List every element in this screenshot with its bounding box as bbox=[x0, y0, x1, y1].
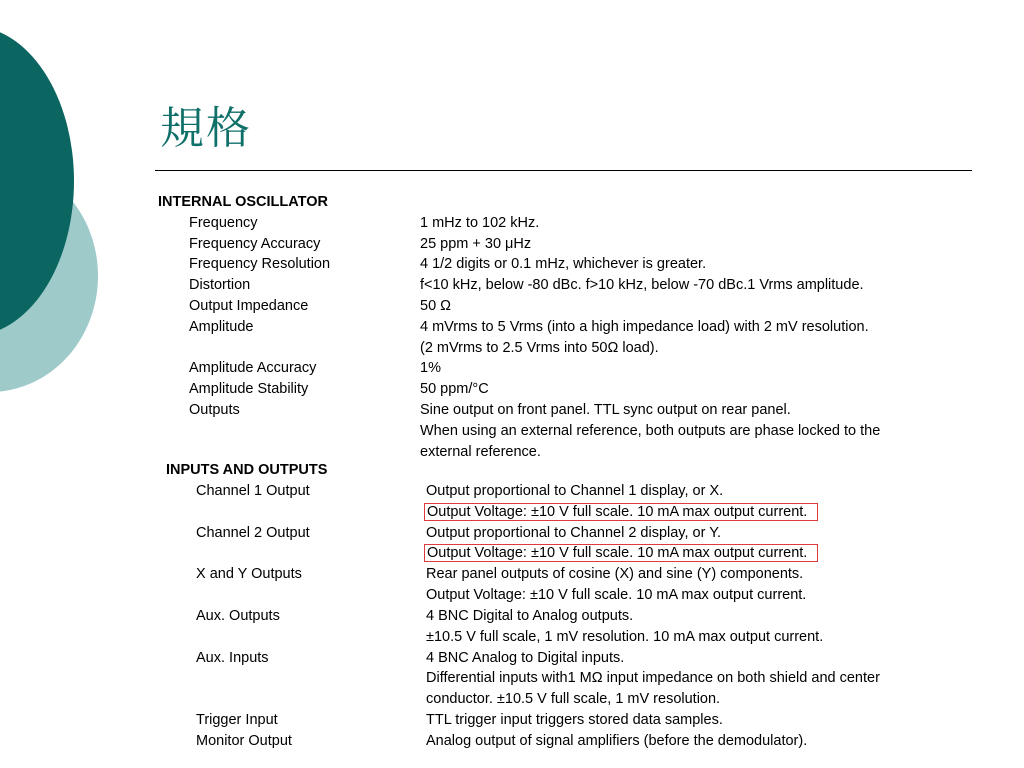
spec-row bbox=[166, 648, 880, 710]
spec-value-line: Output Voltage: ±10 V full scale. 10 mA max output current. bbox=[426, 587, 807, 604]
spec-label: Frequency Accuracy bbox=[189, 235, 321, 252]
spec-label: Aux. Outputs bbox=[196, 607, 280, 624]
spec-row bbox=[166, 523, 880, 565]
spec-row bbox=[166, 710, 880, 731]
spec-value-line: ±10.5 V full scale, 1 mV resolution. 10 mA max output current. bbox=[426, 628, 824, 645]
spec-value-line: Analog output of signal amplifiers (before the demodulator). bbox=[426, 732, 808, 749]
spec-value-line: Differential inputs with1 MΩ input impedance on both shield and center bbox=[426, 670, 880, 687]
spec-value-line: Output proportional to Channel 2 display, or Y. bbox=[426, 524, 722, 541]
spec-value-line: Rear panel outputs of cosine (X) and sine (Y) components. bbox=[426, 566, 804, 583]
spec-label: Outputs bbox=[189, 401, 240, 418]
spec-value-line: 4 BNC Digital to Analog outputs. bbox=[426, 607, 634, 624]
spec-values bbox=[426, 564, 880, 606]
spec-value-line: When using an external reference, both outputs are phase locked to the bbox=[420, 422, 881, 439]
spec-values bbox=[420, 379, 880, 400]
spec-value-line: (2 mVrms to 2.5 Vrms into 50Ω load). bbox=[420, 339, 659, 356]
spec-label: Frequency bbox=[189, 214, 258, 231]
spec-row bbox=[158, 254, 880, 275]
spec-value-line: Output proportional to Channel 1 display, or X. bbox=[426, 482, 724, 499]
spec-value-line: 50 Ω bbox=[420, 297, 451, 314]
spec-values bbox=[426, 731, 880, 752]
spec-row bbox=[158, 400, 880, 462]
spec-label: Trigger Input bbox=[196, 711, 278, 728]
spec-value-line: Sine output on front panel. TTL sync output on rear panel. bbox=[420, 401, 791, 418]
spec-label: Distortion bbox=[189, 277, 251, 294]
spec-label: X and Y Outputs bbox=[196, 566, 302, 583]
spec-value-line: 25 ppm + 30 μHz bbox=[420, 235, 532, 252]
spec-values bbox=[426, 481, 880, 523]
title-divider bbox=[155, 170, 972, 171]
spec-label: Amplitude bbox=[189, 318, 254, 335]
spec-value-line: external reference. bbox=[420, 443, 541, 460]
spec-values bbox=[420, 234, 880, 255]
section-heading: INTERNAL OSCILLATOR bbox=[158, 194, 328, 210]
spec-values bbox=[426, 710, 880, 731]
highlighted-spec: Output Voltage: ±10 V full scale. 10 mA max output current. bbox=[424, 544, 818, 562]
spec-row bbox=[158, 213, 880, 234]
section-inputs-outputs bbox=[166, 460, 880, 752]
spec-row bbox=[166, 481, 880, 523]
spec-values bbox=[426, 523, 880, 565]
spec-label: Aux. Inputs bbox=[196, 649, 269, 666]
spec-label: Amplitude Stability bbox=[189, 381, 309, 398]
spec-row bbox=[166, 564, 880, 606]
spec-values bbox=[420, 317, 880, 359]
spec-row bbox=[166, 606, 880, 648]
section-heading: INPUTS AND OUTPUTS bbox=[166, 462, 328, 478]
spec-value-line bbox=[426, 543, 880, 564]
spec-value-line: conductor. ±10.5 V full scale, 1 mV resolution. bbox=[426, 691, 721, 708]
spec-value-line: TTL trigger input triggers stored data samples. bbox=[426, 711, 723, 728]
spec-value-line: 4 1/2 digits or 0.1 mHz, whichever is greater. bbox=[420, 256, 707, 273]
spec-label: Channel 1 Output bbox=[196, 482, 310, 499]
spec-value-line: f<10 kHz, below -80 dBc. f>10 kHz, below -70 dBc.1 Vrms amplitude. bbox=[420, 277, 864, 294]
spec-row bbox=[158, 317, 880, 359]
slide-title: 規格 bbox=[160, 103, 252, 154]
spec-row bbox=[158, 234, 880, 255]
spec-values bbox=[420, 254, 880, 275]
spec-row bbox=[158, 275, 880, 296]
section-internal-oscillator bbox=[158, 192, 880, 462]
spec-label: Output Impedance bbox=[189, 297, 309, 314]
spec-values bbox=[420, 358, 880, 379]
spec-values bbox=[420, 275, 880, 296]
spec-label: Monitor Output bbox=[196, 732, 292, 749]
spec-row bbox=[158, 296, 880, 317]
spec-values bbox=[426, 606, 880, 648]
spec-value-line: 1% bbox=[420, 360, 441, 377]
spec-value-line bbox=[426, 502, 880, 523]
spec-values bbox=[420, 400, 880, 462]
spec-value-line: 1 mHz to 102 kHz. bbox=[420, 214, 540, 231]
spec-value-line: 4 BNC Analog to Digital inputs. bbox=[426, 649, 625, 666]
spec-label: Frequency Resolution bbox=[189, 256, 331, 273]
spec-row bbox=[158, 379, 880, 400]
spec-values bbox=[426, 648, 880, 710]
spec-values bbox=[420, 296, 880, 317]
spec-label: Amplitude Accuracy bbox=[189, 360, 317, 377]
highlighted-spec: Output Voltage: ±10 V full scale. 10 mA max output current. bbox=[424, 503, 818, 521]
spec-row bbox=[166, 731, 880, 752]
spec-value-line: 4 mVrms to 5 Vrms (into a high impedance load) with 2 mV resolution. bbox=[420, 318, 869, 335]
spec-value-line: 50 ppm/°C bbox=[420, 381, 489, 398]
spec-values bbox=[420, 213, 880, 234]
spec-row bbox=[158, 358, 880, 379]
spec-label: Channel 2 Output bbox=[196, 524, 310, 541]
